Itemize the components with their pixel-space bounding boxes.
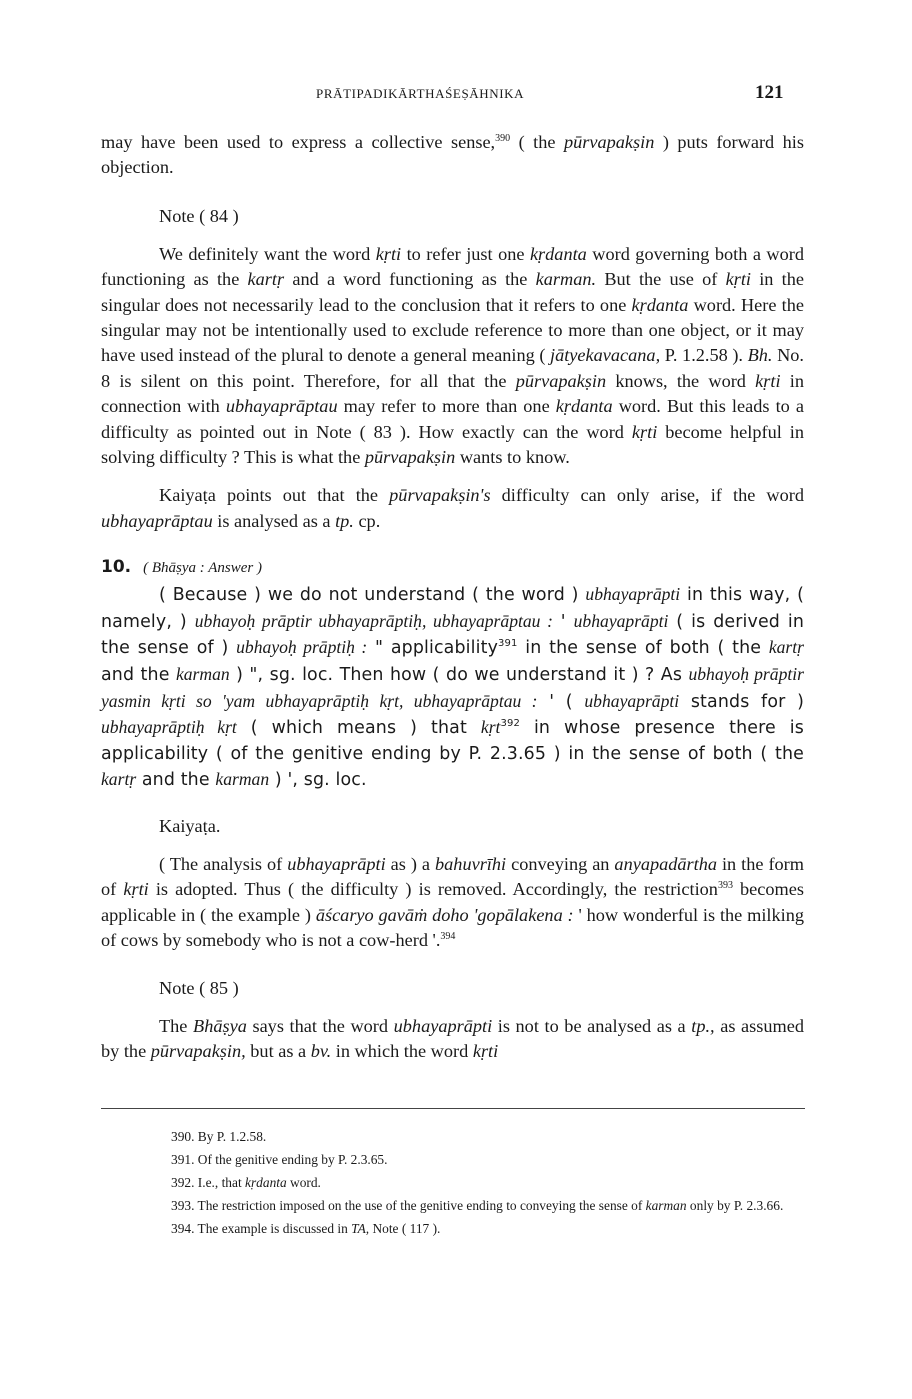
footnote-392: 392. I.e., that kṛdanta word. (171, 1175, 321, 1190)
footnote-ref-394: 394 (440, 931, 456, 943)
kaiyata-paragraph: ( The analysis of ubhayaprāpti as ) a bahuvrīhi conveying an anyapadārtha in the form of kṛti is adopted. Thus ( the difficulty ) is removed. Accordingly, the restriction$^{393}$ becomes applicable in ( the example ) āścaryo gavāṁ doho 'gopālakena : ' how wonderful is the milking of cows by somebody who is not a cow-herd '.$^{394}$ (101, 854, 804, 951)
footnote-391: 391. Of the genitive ending by P. 2.3.65. (171, 1152, 388, 1167)
bhasya-translation: ( Because ) we do not understand ( the word ) ubhayaprāpti in this way, ( namely, ) ubhayoḥ prāptir ubhayaprāptiḥ, ubhayaprāptau : ' ubhayaprāpti ( is derived in the sense of ) ubhayoḥ prāptiḥ : " applicability$^{391}$ in the sense of both ( the kartṛ and the karman ) ", sg. loc. Then how ( do we understand it ) ? As ubhayoḥ prāptir yasmin kṛti so 'yam ubhayaprāptiḥ kṛt, ubhayaprāptau : ' ( ubhayaprāpti stands for ) ubhayaprāptiḥ kṛt ( which means ) that kṛt$^{392}$ in whose presence there is applicability ( of the genitive ending by P. 2.3.65 ) in the sense of both ( the kartṛ and the karman ) ', sg. loc. (101, 584, 805, 791)
note-84-paragraph-2: Kaiyaṭa points out that the pūrvapakṣin's difficulty can only arise, if the word ubhayaprāptau is analysed as a tp. cp. (101, 485, 804, 531)
main-text (101, 130, 804, 1064)
section-title: ( Bhāṣya : Answer ) (143, 560, 262, 577)
section-10-heading (101, 556, 804, 579)
section-number: 10. (101, 557, 132, 578)
footnote-ref-391: 391 (498, 638, 518, 650)
footnote-394: 394. The example is discussed in TA, Note ( 117 ). (171, 1221, 441, 1236)
footnote-ref-393: 393 (717, 880, 733, 892)
page-number: 121 (755, 82, 784, 103)
running-title: PRĀTIPADIKĀRTHAŚEṢĀHNIKA (316, 86, 525, 101)
footnote-rule (101, 1108, 805, 1109)
note-84-heading: Note ( 84 ) (159, 205, 239, 226)
opening-paragraph: may have been used to express a collective sense,$^{390}$ ( the pūrvapakṣin ) puts forward his objection. (101, 132, 804, 178)
note-85-heading: Note ( 85 ) (159, 977, 239, 998)
footnote-ref-390: 390 (495, 132, 511, 144)
note-85-paragraph: The Bhāṣya says that the word ubhayaprāpti is not to be analysed as a tp., as assumed by the pūrvapakṣin, but as a bv. in which the word kṛti (101, 1015, 805, 1062)
footnotes (106, 1128, 806, 1243)
note-84-paragraph-1: We definitely want the word kṛti to refer just one kṛdanta word governing both a word functioning as the kartṛ and a word functioning as the karman. But the use of kṛti in the singular does not necessarily lead to the conclusion that it refers to one kṛdanta word. Here the singular may not be intentionally used to exclude reference to more than one object, or it may have used instead of the plural to denote a general meaning ( jātyekavacana, P. 1.2.58 ). Bh. No. 8 is silent on this point. Therefore, for all that the pūrvapakṣin knows, the word kṛti in connection with ubhayaprāptau may refer to more than one kṛdanta word. But this leads to a difficulty as pointed out in Note ( 83 ). How exactly can the word kṛti become helpful in solving difficulty ? This is what the pūrvapakṣin wants to know. (101, 243, 804, 468)
footnote-393: 393. The restriction imposed on the use of the genitive ending to conveying the sense of karman only by P. 2.3.66. (171, 1198, 784, 1213)
page-header (0, 82, 912, 106)
kaiyata-heading: Kaiyaṭa. (159, 816, 221, 837)
footnote-ref-392: 392 (500, 718, 520, 730)
footnote-390: 390. By P. 1.2.58. (171, 1129, 267, 1144)
